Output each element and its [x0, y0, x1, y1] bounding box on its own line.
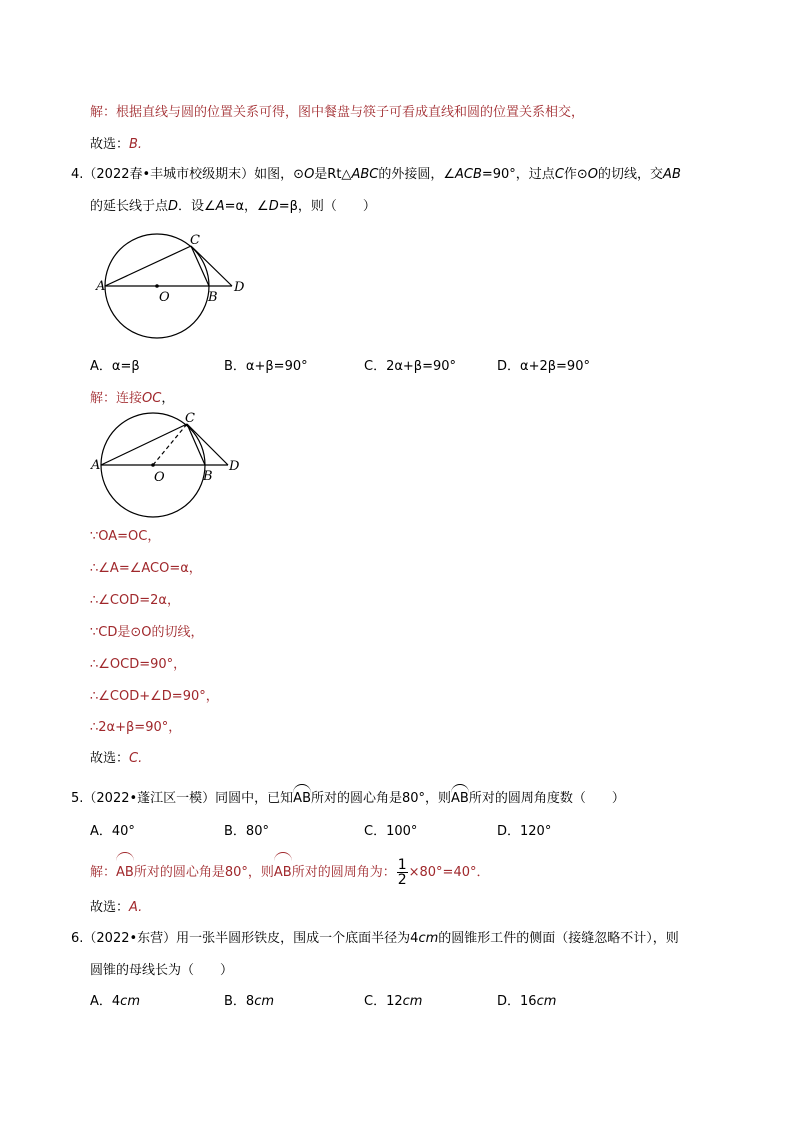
- answer-value: B.: [129, 137, 143, 152]
- label-b: B: [203, 469, 213, 484]
- line-cd: [187, 424, 228, 465]
- label-d: D: [229, 459, 240, 474]
- option-text: B．8: [224, 994, 255, 1009]
- q4-var: A: [215, 199, 225, 214]
- solution-text: 解：连接: [90, 391, 143, 406]
- q4-text: 的切线，交: [598, 167, 664, 182]
- q4-option-c: C．2α+β=90°: [364, 359, 457, 374]
- q4-text: =β，则（ ）: [278, 199, 376, 214]
- line-cd: [191, 246, 232, 286]
- q4-text: ．设∠: [178, 199, 216, 214]
- q6-number: 6.: [71, 931, 84, 946]
- fraction-denominator: 2: [397, 872, 407, 888]
- answer-prefix: 故选：: [90, 137, 130, 152]
- fraction-one-half: [397, 858, 408, 887]
- solution-var: OC: [142, 391, 162, 406]
- q4-var: O: [304, 167, 315, 182]
- q5-text: 所对的圆心角是80°，则: [310, 791, 452, 806]
- solution-text: ×80°=40°．: [408, 865, 490, 880]
- arc-ab: AB: [451, 788, 469, 808]
- q4-solution-step-3: ∴∠COD=2α，: [90, 593, 180, 608]
- solution-text: 所对的圆心角是80°，则: [133, 865, 274, 880]
- solution-text: 所对的圆周角为：: [291, 865, 396, 880]
- q4-solution-step-5: ∴∠OCD=90°，: [90, 657, 187, 672]
- q4-solution-step-6: ∴∠COD+∠D=90°，: [90, 689, 219, 704]
- q4-option-d: D．α+2β=90°: [497, 359, 590, 374]
- arc-ab: AB: [116, 856, 134, 888]
- q4-var: O: [587, 167, 599, 182]
- q5-answer: [90, 899, 142, 917]
- label-c: C: [190, 233, 200, 248]
- solution-text: 解：: [90, 865, 117, 880]
- q4-solution-figure: [88, 406, 248, 524]
- option-unit: cm: [254, 994, 275, 1009]
- label-o: O: [159, 290, 170, 305]
- q5-text: （2022•蓬江区一模）同圆中，已知: [83, 791, 294, 806]
- q5-option-a: A．40°: [90, 824, 135, 839]
- prev-answer: [90, 136, 142, 154]
- arc-ab: AB: [274, 856, 292, 888]
- q4-solution-step-2: ∴∠A=∠ACO=α，: [90, 561, 202, 576]
- option-unit: cm: [120, 994, 140, 1009]
- line-cb: [191, 246, 209, 286]
- option-unit: cm: [402, 994, 423, 1009]
- option-text: C．12: [364, 994, 403, 1009]
- answer-prefix: 故选：: [90, 900, 130, 915]
- q5-stem: [71, 788, 625, 808]
- label-a: A: [91, 458, 101, 473]
- q5-number: 5.: [71, 791, 84, 806]
- q4-text: 作⊙: [563, 167, 588, 182]
- label-b: B: [208, 290, 218, 305]
- q4-var: AB: [663, 167, 681, 182]
- fraction-numerator: 1: [397, 857, 407, 873]
- q4-var: C: [554, 167, 564, 182]
- q6-option-b: [224, 993, 274, 1011]
- line-oc-dashed: [153, 424, 187, 465]
- q4-solution-step-4: ∵CD是⊙O的切线，: [90, 625, 204, 640]
- option-unit: cm: [536, 994, 557, 1009]
- label-a: A: [96, 279, 106, 294]
- label-o: O: [154, 470, 165, 485]
- option-text: D．16: [497, 994, 537, 1009]
- q5-option-b: B．80°: [224, 824, 269, 839]
- q4-text: =90°，过点: [481, 167, 555, 182]
- q5-option-d: D．120°: [497, 824, 552, 839]
- arc-ab: AB: [293, 788, 311, 808]
- q4-text: =α，∠: [224, 199, 269, 214]
- q4-figure: [92, 226, 252, 344]
- q4-number: 4.: [71, 167, 84, 182]
- q4-option-a: A．α=β: [90, 359, 140, 374]
- q4-solution-step-7: ∴2α+β=90°，: [90, 720, 182, 735]
- q4-text: 的外接圆，∠: [378, 167, 455, 182]
- solution-text: ，: [161, 391, 175, 406]
- q4-text: 是Rt△: [314, 167, 352, 182]
- q4-stem-line1: [71, 166, 681, 184]
- q5-solution: [90, 856, 490, 888]
- label-d: D: [234, 280, 245, 295]
- center-point: [151, 463, 155, 467]
- q5-option-c: C．100°: [364, 824, 418, 839]
- q4-text: 的延长线于点: [90, 199, 169, 214]
- q6-stem-line2: 圆锥的母线长为（ ）: [90, 963, 234, 978]
- q4-answer: [90, 750, 142, 768]
- q6-text: （2022•东营）用一张半圆形铁皮，围成一个底面半径为4: [83, 931, 419, 946]
- q4-solution-step-1: ∵OA=OC，: [90, 529, 161, 544]
- q5-text: 所对的圆周角度数（ ）: [468, 791, 625, 806]
- answer-prefix: 故选：: [90, 751, 130, 766]
- option-text: A．4: [90, 994, 121, 1009]
- q4-var: D: [268, 199, 279, 214]
- q6-stem-line1: [71, 930, 679, 948]
- label-c: C: [185, 411, 195, 426]
- q6-option-d: [497, 993, 556, 1011]
- center-point: [155, 284, 159, 288]
- answer-value: A.: [129, 900, 143, 915]
- q6-option-a: [90, 993, 140, 1011]
- q4-option-b: B．α+β=90°: [224, 359, 308, 374]
- line-cb: [187, 424, 205, 465]
- answer-value: C.: [129, 751, 143, 766]
- q4-var: ABC: [351, 167, 379, 182]
- q4-var: D: [168, 199, 179, 214]
- q6-text: 的圆锥形工件的侧面（接缝忽略不计），则: [438, 931, 679, 946]
- q4-text: （2022春•丰城市校级期末）如图，⊙: [83, 167, 305, 182]
- q6-unit: cm: [418, 931, 439, 946]
- prev-solution-text: 解：根据直线与圆的位置关系可得，图中餐盘与筷子可看成直线和圆的位置关系相交，: [90, 105, 585, 120]
- q6-option-c: [364, 993, 422, 1011]
- q4-stem-line2: [90, 198, 376, 216]
- q4-var: ACB: [454, 167, 482, 182]
